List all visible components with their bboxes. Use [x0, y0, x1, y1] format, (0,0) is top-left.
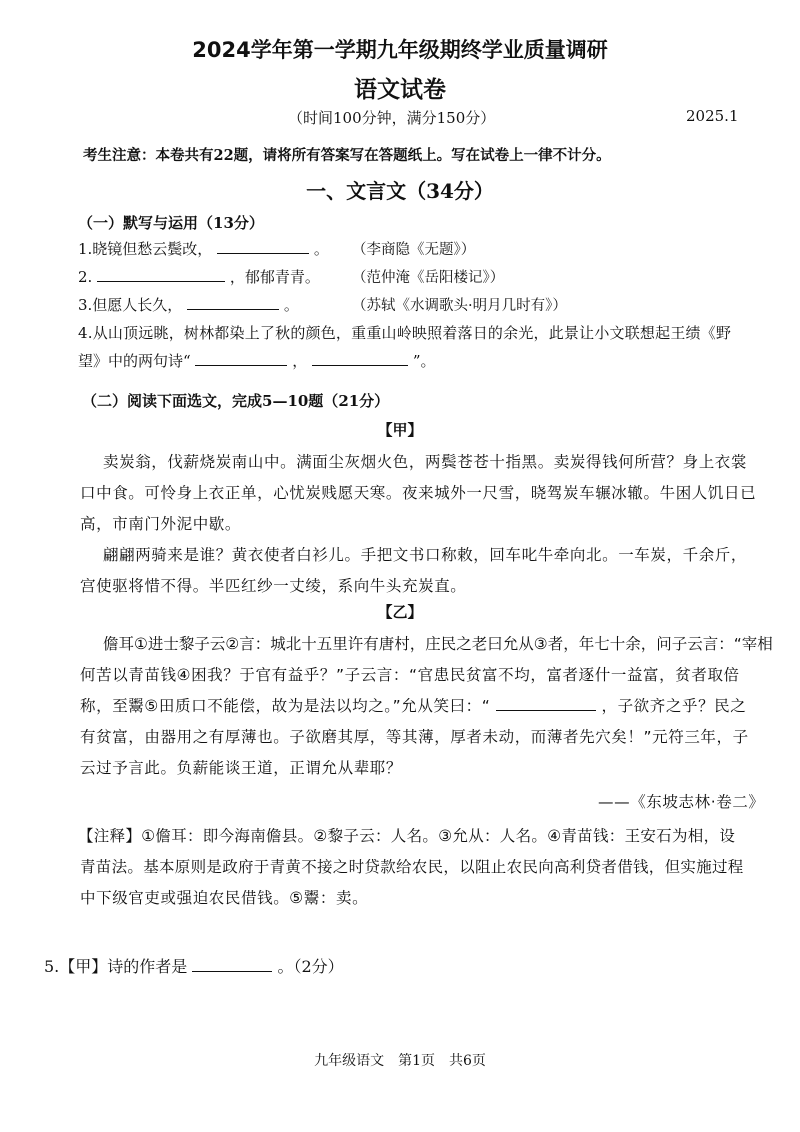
yi-line-1: 儋耳①进士黎子云②言：城北十五里许有唐村，庄民之老曰允从③者，年七十余，问子云言：“宰相 [103, 635, 773, 653]
passage-jia-tag: 【甲】 [377, 421, 423, 439]
q1-source: （李商隐《无题》） [352, 242, 476, 258]
q2-answer-blank[interactable] [97, 267, 225, 282]
question-3 [78, 294, 299, 315]
q3-answer-blank[interactable] [187, 295, 279, 310]
question-1 [78, 238, 329, 259]
part2-title: （二）阅读下面选文，完成5—10题（21分） [82, 392, 390, 410]
passage-yi-tag: 【乙】 [377, 603, 423, 621]
q5-text: 5.【甲】诗的作者是 [44, 957, 188, 976]
q5-end: 。（2分） [277, 957, 344, 976]
page-footer: 九年级语文 第1页 共6页 [314, 1053, 486, 1069]
question-4-line1: 4.从山顶远眺，树林都染上了秋的颜色，重重山岭映照着落日的余光，此景让小文联想起王绩《野 [78, 324, 732, 342]
yi-line-3 [80, 694, 746, 716]
notes-line-3: 中下级官吏或强迫农民借钱。⑤鬻：卖。 [80, 889, 369, 907]
q2-source: （范仲淹《岳阳楼记》） [352, 270, 505, 286]
jia-line-5: 宫使驱将惜不得。半匹红纱一丈绫，系向牛头充炭直。 [80, 577, 467, 595]
jia-line-2: 口中食。可怜身上衣正单，心忧炭贱愿天寒。夜来城外一尺雪，晓驾炭车辗冰辙。牛困人饥日已 [80, 484, 757, 502]
question-4-line2 [78, 350, 435, 371]
q4-text: 望》中的两句诗“ [78, 352, 191, 370]
q4-answer-blank-2[interactable] [312, 351, 408, 366]
yi-answer-blank[interactable] [496, 696, 596, 711]
q3-end: 。 [283, 296, 299, 314]
yi-line-3-text: 称，至鬻⑤田质口不能偿，故为是法以均之。”允从笑曰：“ [80, 697, 491, 715]
q1-end: 。 [313, 240, 329, 258]
q2-end: ，郁郁青青。 [229, 268, 320, 286]
subject-title: 语文试卷 [354, 77, 446, 103]
jia-line-1: 卖炭翁，伐薪烧炭南山中。满面尘灰烟火色，两鬓苍苍十指黑。卖炭得钱何所营？身上衣裳 [103, 453, 748, 471]
exam-notice: 考生注意：本卷共有22题，请将所有答案写在答题纸上。写在试卷上一律不计分。 [83, 147, 611, 164]
q1-answer-blank[interactable] [217, 239, 309, 254]
q4-comma: ， [292, 352, 308, 370]
exam-date: 2025.1 [686, 107, 739, 125]
question-2 [78, 266, 320, 287]
exam-title: 2024学年第一学期九年级期终学业质量调研 [192, 38, 608, 62]
q2-text: 2. [78, 268, 93, 286]
yi-line-5: 云过予言此。负薪能谈王道，正谓允从辈耶？ [80, 759, 403, 777]
yi-line-4: 有贫富，由器用之有厚薄也。子欲磨其厚，等其薄，厚者未动，而薄者先穴矣！”元符三年，子 [80, 728, 749, 746]
time-info: （时间100分钟，满分150分） [288, 109, 496, 127]
q1-text: 1.晓镜但愁云鬓改， [78, 240, 213, 258]
yi-line-2: 何苦以青苗钱④困我？于官有益乎？”子云言：“官患民贫富不均，富者逐什一益富，贫者取倍 [80, 666, 740, 684]
yi-source: ——《东坡志林·卷二》 [598, 793, 765, 811]
yi-line-3-end: ，子欲齐之乎？民之 [601, 697, 747, 715]
q3-source: （苏轼《水调歌头·明月几时有》） [352, 298, 567, 314]
q4-answer-blank-1[interactable] [195, 351, 287, 366]
q3-text: 3.但愿人长久， [78, 296, 183, 314]
jia-line-3: 高，市南门外泥中歇。 [80, 515, 242, 533]
part1-title: （一）默写与运用（13分） [78, 214, 264, 232]
question-5 [44, 954, 344, 977]
section-title: 一、文言文（34分） [306, 179, 494, 203]
q4-end: ”。 [412, 352, 436, 370]
notes-line-2: 青苗法。基本原则是政府于青黄不接之时贷款给农民，以阻止农民向高利贷者借钱，但实施过程 [80, 858, 744, 876]
notes-line-1: 【注释】①儋耳：即今海南儋县。②黎子云：人名。③允从：人名。④青苗钱：王安石为相，设 [78, 827, 736, 845]
q5-answer-blank[interactable] [192, 957, 272, 972]
jia-line-4: 翩翩两骑来是谁？黄衣使者白衫儿。手把文书口称敕，回车叱牛牵向北。一车炭，千余斤， [103, 546, 748, 564]
